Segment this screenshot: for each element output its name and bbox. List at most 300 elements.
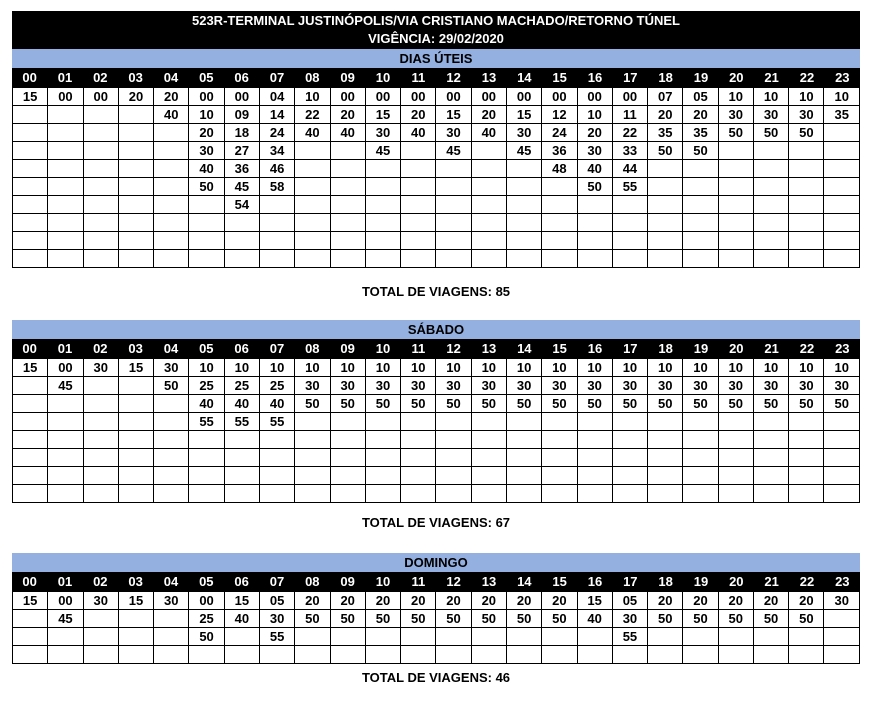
departure-cell: 30: [718, 377, 753, 395]
departure-cell: 15: [118, 359, 153, 377]
departure-cell: 20: [154, 88, 189, 106]
departure-cell: 50: [542, 395, 577, 413]
departure-cell: [13, 106, 48, 124]
departure-cell: 50: [436, 610, 471, 628]
departure-cell: 10: [718, 88, 753, 106]
departure-cell: [259, 467, 294, 485]
departure-cell: [13, 250, 48, 268]
departure-cell: [118, 431, 153, 449]
hour-label: 20: [729, 341, 744, 356]
departure-cell: [471, 250, 506, 268]
departure-cell: [718, 646, 753, 664]
hour-label: 23: [835, 574, 850, 589]
departure-cell: [48, 196, 83, 214]
departure-cell: [48, 628, 83, 646]
departure-cell: [83, 214, 118, 232]
table-row: [13, 485, 860, 503]
departure-cell: [683, 431, 718, 449]
departure-cell: 00: [48, 592, 83, 610]
departure-cell: [401, 431, 436, 449]
departure-cell: 50: [718, 124, 753, 142]
departure-cell: 30: [789, 106, 824, 124]
departure-cell: [506, 160, 541, 178]
departure-cell: [542, 467, 577, 485]
departure-cell: 55: [189, 413, 224, 431]
departure-cell: [824, 449, 860, 467]
departure-cell: [330, 250, 365, 268]
departure-cell: [542, 178, 577, 196]
departure-cell: [648, 232, 683, 250]
hour-label: 23: [835, 70, 850, 85]
departure-cell: [577, 431, 612, 449]
departure-cell: 20: [471, 106, 506, 124]
departure-cell: [718, 214, 753, 232]
departure-cell: 00: [189, 592, 224, 610]
departure-cell: 50: [436, 395, 471, 413]
departure-cell: 00: [577, 88, 612, 106]
schedule-grid: [12, 358, 860, 503]
hour-label: 17: [623, 70, 638, 85]
departure-cell: [577, 646, 612, 664]
table-row: [13, 88, 860, 106]
departure-cell: [612, 196, 647, 214]
departure-cell: [542, 250, 577, 268]
departure-cell: 25: [189, 377, 224, 395]
hour-label: 15: [552, 70, 567, 85]
departure-cell: 15: [13, 592, 48, 610]
departure-cell: [506, 485, 541, 503]
departure-cell: 30: [612, 377, 647, 395]
departure-cell: 20: [648, 592, 683, 610]
departure-cell: 00: [224, 88, 259, 106]
departure-cell: 10: [612, 359, 647, 377]
section-weekdays: [12, 49, 860, 268]
departure-cell: [436, 628, 471, 646]
departure-cell: [542, 196, 577, 214]
departure-cell: 30: [154, 359, 189, 377]
departure-cell: [365, 485, 400, 503]
departure-cell: 50: [365, 395, 400, 413]
departure-cell: [154, 467, 189, 485]
departure-cell: [259, 431, 294, 449]
departure-cell: 10: [718, 359, 753, 377]
departure-cell: [330, 467, 365, 485]
departure-cell: [224, 250, 259, 268]
hour-label: 09: [340, 574, 355, 589]
departure-cell: 50: [753, 124, 788, 142]
hour-label: 05: [199, 574, 214, 589]
hour-label: 04: [163, 574, 179, 589]
departure-cell: [824, 232, 860, 250]
departure-cell: 50: [401, 395, 436, 413]
departure-cell: [612, 413, 647, 431]
departure-cell: [753, 196, 788, 214]
hour-label: 20: [729, 70, 744, 85]
hours-header: [12, 68, 860, 87]
departure-cell: 45: [365, 142, 400, 160]
departure-cell: [718, 142, 753, 160]
departure-cell: [436, 467, 471, 485]
departure-cell: [330, 485, 365, 503]
departure-cell: 30: [718, 106, 753, 124]
departure-cell: [648, 214, 683, 232]
departure-cell: 20: [118, 88, 153, 106]
departure-cell: 50: [683, 142, 718, 160]
departure-cell: [612, 449, 647, 467]
departure-cell: [48, 646, 83, 664]
departure-cell: [436, 250, 471, 268]
departure-cell: 50: [612, 395, 647, 413]
departure-cell: [365, 178, 400, 196]
departure-cell: 50: [506, 610, 541, 628]
departure-cell: [824, 142, 860, 160]
departure-cell: 50: [401, 610, 436, 628]
hour-label: 11: [411, 574, 426, 589]
departure-cell: 20: [648, 106, 683, 124]
departure-cell: 58: [259, 178, 294, 196]
departure-cell: 34: [259, 142, 294, 160]
departure-cell: 50: [648, 610, 683, 628]
departure-cell: 50: [577, 395, 612, 413]
departure-cell: 20: [718, 592, 753, 610]
departure-cell: [330, 646, 365, 664]
departure-cell: [824, 160, 860, 178]
departure-cell: [295, 413, 330, 431]
table-row: [13, 214, 860, 232]
departure-cell: 25: [189, 610, 224, 628]
departure-cell: [13, 178, 48, 196]
departure-cell: [295, 142, 330, 160]
departure-cell: [13, 142, 48, 160]
departure-cell: 45: [48, 377, 83, 395]
departure-cell: [83, 449, 118, 467]
departure-cell: 30: [753, 377, 788, 395]
departure-cell: [612, 431, 647, 449]
timetable-header: [12, 11, 860, 49]
hour-label: 10: [375, 574, 391, 589]
departure-cell: [436, 431, 471, 449]
departure-cell: 50: [330, 395, 365, 413]
departure-cell: [13, 214, 48, 232]
departure-cell: [118, 178, 153, 196]
departure-cell: 20: [683, 592, 718, 610]
departure-cell: [154, 628, 189, 646]
departure-cell: [189, 485, 224, 503]
hour-label: 02: [93, 574, 108, 589]
departure-cell: [365, 646, 400, 664]
departure-cell: [718, 485, 753, 503]
departure-cell: [295, 485, 330, 503]
departure-cell: 10: [471, 359, 506, 377]
hour-label: 06: [234, 574, 249, 589]
departure-cell: [577, 250, 612, 268]
departure-cell: 00: [471, 88, 506, 106]
departure-cell: 55: [224, 413, 259, 431]
departure-cell: [789, 413, 824, 431]
departure-cell: 40: [189, 395, 224, 413]
departure-cell: 27: [224, 142, 259, 160]
departure-cell: [401, 178, 436, 196]
departure-cell: [330, 413, 365, 431]
departure-cell: [683, 250, 718, 268]
departure-cell: [753, 250, 788, 268]
departure-cell: [542, 485, 577, 503]
hour-label: 18: [658, 574, 673, 589]
departure-cell: [83, 196, 118, 214]
departure-cell: 40: [154, 106, 189, 124]
departure-cell: 50: [718, 395, 753, 413]
departure-cell: [506, 196, 541, 214]
departure-cell: 10: [295, 359, 330, 377]
departure-cell: [401, 142, 436, 160]
departure-cell: [330, 431, 365, 449]
departure-cell: [542, 232, 577, 250]
departure-cell: [83, 142, 118, 160]
departure-cell: 20: [753, 592, 788, 610]
hour-label: 04: [163, 341, 179, 356]
departure-cell: [436, 413, 471, 431]
departure-cell: [401, 160, 436, 178]
section-title: SÁBADO: [12, 320, 860, 339]
departure-cell: 20: [471, 592, 506, 610]
departure-cell: 30: [824, 592, 860, 610]
departure-cell: [718, 431, 753, 449]
departure-cell: [789, 449, 824, 467]
departure-cell: [612, 467, 647, 485]
departure-cell: 35: [824, 106, 860, 124]
hour-label: 14: [517, 574, 532, 589]
departure-cell: 18: [224, 124, 259, 142]
departure-cell: [436, 232, 471, 250]
departure-cell: 20: [683, 106, 718, 124]
departure-cell: 20: [577, 124, 612, 142]
departure-cell: [401, 646, 436, 664]
table-row: [13, 232, 860, 250]
departure-cell: [13, 377, 48, 395]
departure-cell: [542, 413, 577, 431]
departure-cell: 30: [295, 377, 330, 395]
departure-cell: 00: [436, 88, 471, 106]
departure-cell: 14: [259, 106, 294, 124]
departure-cell: [753, 467, 788, 485]
hour-label: 00: [22, 341, 37, 356]
departure-cell: [824, 250, 860, 268]
hour-label: 00: [22, 574, 37, 589]
departure-cell: 44: [612, 160, 647, 178]
hour-label: 07: [269, 574, 285, 589]
departure-cell: [154, 449, 189, 467]
departure-cell: [224, 431, 259, 449]
departure-cell: [259, 250, 294, 268]
hour-label: 18: [658, 70, 673, 85]
departure-cell: 50: [154, 377, 189, 395]
departure-cell: 10: [683, 359, 718, 377]
departure-cell: 15: [436, 106, 471, 124]
departure-cell: 20: [330, 592, 365, 610]
departure-cell: [789, 250, 824, 268]
departure-cell: [13, 232, 48, 250]
hour-label: 17: [623, 341, 638, 356]
departure-cell: [401, 628, 436, 646]
hour-label: 18: [658, 341, 673, 356]
departure-cell: 12: [542, 106, 577, 124]
departure-cell: [683, 449, 718, 467]
departure-cell: [295, 250, 330, 268]
departure-cell: [789, 214, 824, 232]
departure-cell: 50: [506, 395, 541, 413]
table-row: [13, 467, 860, 485]
table-row: [13, 160, 860, 178]
departure-cell: 10: [189, 359, 224, 377]
departure-cell: 30: [83, 359, 118, 377]
departure-cell: [118, 610, 153, 628]
hour-label: 06: [234, 70, 249, 85]
departure-cell: 10: [824, 359, 860, 377]
departure-cell: [577, 485, 612, 503]
departure-cell: [48, 431, 83, 449]
departure-cell: 30: [189, 142, 224, 160]
departure-cell: [48, 250, 83, 268]
hour-label: 02: [93, 70, 108, 85]
departure-cell: [542, 431, 577, 449]
departure-cell: 00: [365, 88, 400, 106]
departure-cell: 30: [471, 377, 506, 395]
departure-cell: 20: [401, 106, 436, 124]
departure-cell: [118, 485, 153, 503]
departure-cell: [577, 628, 612, 646]
departure-cell: 00: [506, 88, 541, 106]
departure-cell: [189, 646, 224, 664]
departure-cell: [154, 142, 189, 160]
departure-cell: [48, 395, 83, 413]
departure-cell: [365, 628, 400, 646]
departure-cell: [224, 646, 259, 664]
departure-cell: [83, 160, 118, 178]
departure-cell: [365, 449, 400, 467]
departure-cell: [48, 106, 83, 124]
departure-cell: [824, 646, 860, 664]
departure-cell: [83, 250, 118, 268]
departure-cell: 40: [224, 395, 259, 413]
departure-cell: [83, 377, 118, 395]
hour-label: 10: [375, 341, 391, 356]
departure-cell: 20: [330, 106, 365, 124]
departure-cell: [718, 413, 753, 431]
departure-cell: [824, 431, 860, 449]
departure-cell: [13, 467, 48, 485]
departure-cell: [506, 431, 541, 449]
departure-cell: 50: [295, 610, 330, 628]
departure-cell: 10: [365, 359, 400, 377]
departure-cell: [824, 214, 860, 232]
departure-cell: [506, 413, 541, 431]
departure-cell: 30: [365, 377, 400, 395]
departure-cell: [506, 467, 541, 485]
departure-cell: 24: [542, 124, 577, 142]
departure-cell: [118, 395, 153, 413]
departure-cell: [295, 646, 330, 664]
hour-label: 20: [729, 574, 744, 589]
departure-cell: 15: [118, 592, 153, 610]
departure-cell: [683, 232, 718, 250]
departure-cell: [718, 449, 753, 467]
departure-cell: [612, 250, 647, 268]
departure-cell: 10: [436, 359, 471, 377]
departure-cell: 55: [259, 628, 294, 646]
departure-cell: [648, 449, 683, 467]
departure-cell: 10: [577, 106, 612, 124]
hour-label: 12: [446, 341, 461, 356]
departure-cell: [13, 413, 48, 431]
departure-cell: [365, 160, 400, 178]
departure-cell: [295, 160, 330, 178]
table-row: [13, 646, 860, 664]
departure-cell: [13, 395, 48, 413]
departure-cell: [83, 485, 118, 503]
departure-cell: [154, 395, 189, 413]
departure-cell: [683, 196, 718, 214]
departure-cell: [401, 196, 436, 214]
hour-label: 08: [305, 70, 320, 85]
departure-cell: 10: [789, 88, 824, 106]
departure-cell: 10: [259, 359, 294, 377]
departure-cell: [753, 178, 788, 196]
departure-cell: 55: [259, 413, 294, 431]
hour-label: 16: [587, 341, 603, 356]
departure-cell: [13, 124, 48, 142]
total-trips: TOTAL DE VIAGENS: 67: [361, 515, 511, 530]
departure-cell: [789, 142, 824, 160]
departure-cell: [83, 628, 118, 646]
departure-cell: [330, 196, 365, 214]
departure-cell: [154, 646, 189, 664]
departure-cell: 20: [789, 592, 824, 610]
departure-cell: [118, 646, 153, 664]
departure-cell: 30: [542, 377, 577, 395]
departure-cell: [471, 160, 506, 178]
departure-cell: 30: [789, 377, 824, 395]
departure-cell: [259, 214, 294, 232]
departure-cell: [753, 214, 788, 232]
departure-cell: 36: [224, 160, 259, 178]
departure-cell: 10: [401, 359, 436, 377]
departure-cell: [189, 449, 224, 467]
departure-cell: [83, 232, 118, 250]
hour-label: 22: [799, 70, 815, 85]
departure-cell: 50: [471, 610, 506, 628]
departure-cell: 50: [295, 395, 330, 413]
departure-cell: 50: [648, 142, 683, 160]
hour-label: 07: [269, 70, 285, 85]
departure-cell: [154, 196, 189, 214]
departure-cell: 10: [330, 359, 365, 377]
departure-cell: [224, 449, 259, 467]
departure-cell: [577, 232, 612, 250]
departure-cell: [365, 214, 400, 232]
hour-label: 13: [481, 341, 497, 356]
table-row: [13, 359, 860, 377]
departure-cell: [118, 467, 153, 485]
departure-cell: 30: [683, 377, 718, 395]
departure-cell: [577, 413, 612, 431]
departure-cell: [648, 160, 683, 178]
hour-label: 11: [411, 341, 426, 356]
hour-label: 19: [693, 574, 709, 589]
departure-cell: [612, 232, 647, 250]
route-title: 523R-TERMINAL JUSTINÓPOLIS/VIA CRISTIANO MACHADO/RETORNO TÚNEL: [191, 13, 680, 28]
hour-label: 01: [57, 70, 73, 85]
departure-cell: [295, 196, 330, 214]
